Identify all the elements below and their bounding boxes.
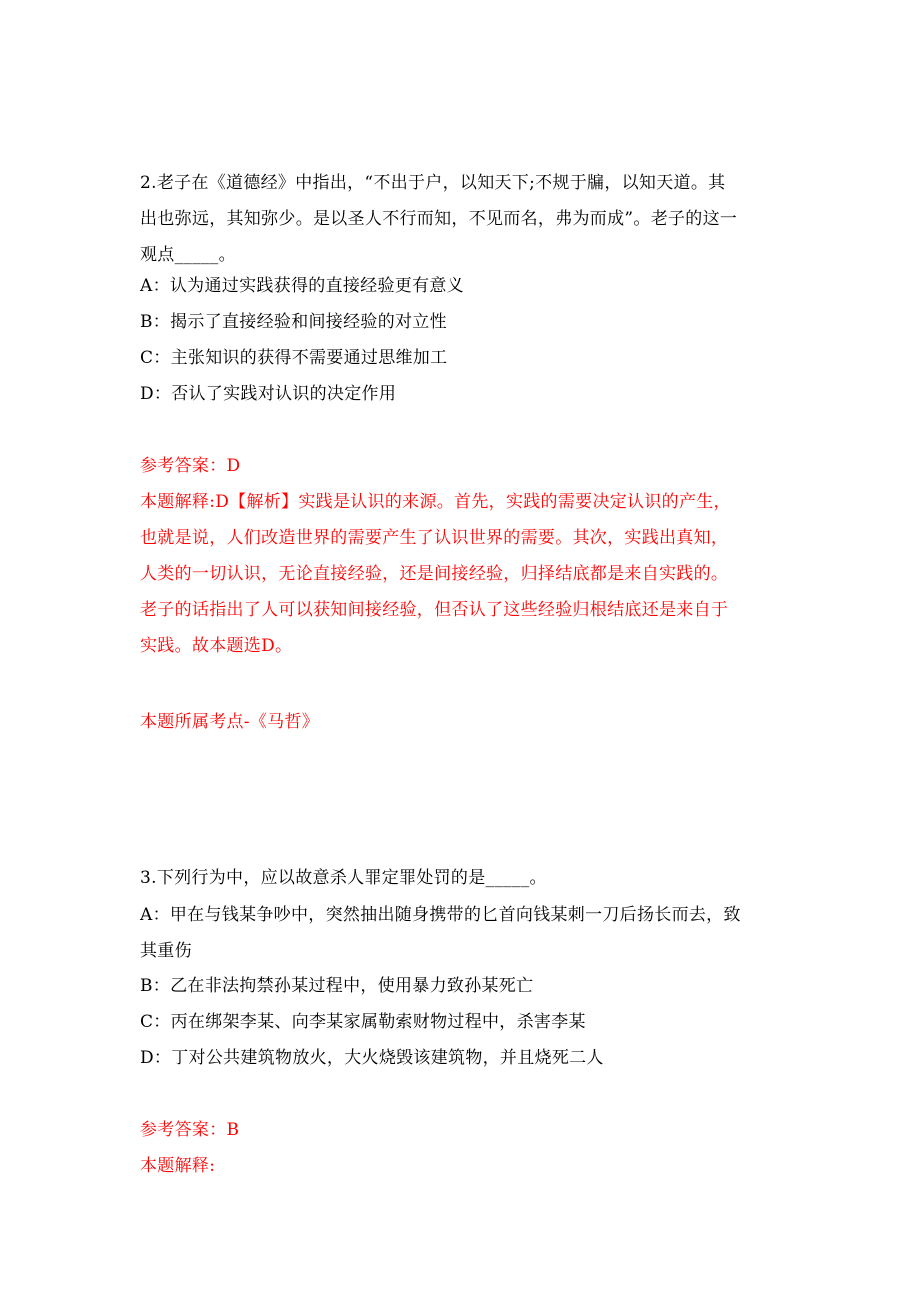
q2-answer: 参考答案：D <box>140 456 241 476</box>
q3-answer: 参考答案：B <box>140 1120 240 1140</box>
q3-explanation-label: 本题解释: <box>140 1156 216 1176</box>
q3-option-c: C：丙在绑架李某、向李某家属勒索财物过程中，杀害李某 <box>140 1012 586 1032</box>
q3-option-a <box>140 897 790 969</box>
q2-explanation-line-4: 老子的话指出了人可以获知间接经验，但否认了这些经验归根结底还是来自于 <box>140 600 729 620</box>
q3-option-d: D：丁对公共建筑物放火，大火烧毁该建筑物，并且烧死二人 <box>140 1048 604 1068</box>
q3-option-b: B：乙在非法拘禁孙某过程中，使用暴力致孙某死亡 <box>140 976 534 996</box>
q2-option-c: C：主张知识的获得不需要通过思维加工 <box>140 348 448 368</box>
q2-topic: 本题所属考点-《马哲》 <box>140 712 320 732</box>
q2-stem-line-3: 观点_____。 <box>140 245 236 265</box>
q3-option-a-line-2: 其重伤 <box>140 941 192 961</box>
q3-stem: 3.下列行为中，应以故意杀人罪定罪处罚的是_____。 <box>140 868 547 888</box>
q2-explanation <box>140 484 790 664</box>
q2-option-a: A：认为通过实践获得的直接经验更有意义 <box>140 276 464 296</box>
q2-option-b: B：揭示了直接经验和间接经验的对立性 <box>140 312 447 332</box>
q2-explanation-line-3: 人类的一切认识，无论直接经验，还是间接经验，归择结底都是来自实践的。 <box>140 564 729 584</box>
q2-stem-line-2: 出也弥远，其知弥少。是以圣人不行而知，不见而名，弗为而成”。老子的这一 <box>140 209 738 229</box>
q2-explanation-line-1: 本题解释:D【解析】实践是认识的来源。首先，实践的需要决定认识的产生， <box>140 492 731 512</box>
q2-explanation-line-5: 实践。故本题选D。 <box>140 636 293 656</box>
q2-stem <box>140 165 790 273</box>
q2-option-d: D：否认了实践对认识的决定作用 <box>140 384 397 404</box>
q2-explanation-line-2: 也就是说，人们改造世界的需要产生了认识世界的需要。其次，实践出真知， <box>140 528 729 548</box>
q2-stem-line-1: 2.老子在《道德经》中指出，“不出于户，以知天下;不规于牖，以知天道。其 <box>140 173 726 193</box>
q3-option-a-line-1: A：甲在与钱某争吵中，突然抽出随身携带的匕首向钱某刺一刀后扬长而去，致 <box>140 905 741 925</box>
